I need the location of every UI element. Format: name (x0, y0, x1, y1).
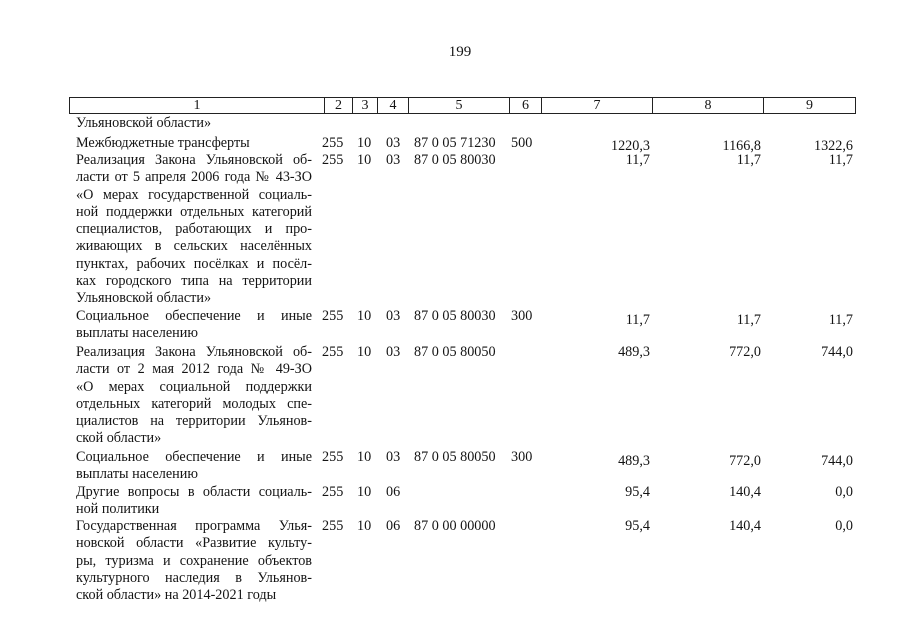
description-line: Реализация Закона Ульяновской об- (76, 344, 312, 360)
cell-c8: 772,0 (729, 344, 761, 360)
header-col-3: 3 (352, 98, 377, 113)
cell-c3: 10 (357, 484, 372, 500)
cell-c7: 95,4 (625, 518, 650, 534)
cell-c4: 03 (386, 344, 401, 360)
cell-c4: 06 (386, 518, 401, 534)
cell-c3: 10 (357, 344, 372, 360)
cell-c3: 10 (357, 152, 372, 168)
description-line: ной политики (76, 501, 160, 518)
description-line: выплаты населению (76, 325, 198, 342)
cell-c4: 06 (386, 484, 401, 500)
description-line: «О мерах социальной поддержки (76, 378, 312, 395)
cell-c2: 255 (322, 308, 344, 324)
description-line: циалистов на территории Ульянов- (76, 413, 312, 430)
row-description (76, 152, 312, 308)
description-line: Ульяновской области» (76, 115, 212, 131)
cell-c2: 255 (322, 449, 344, 465)
cell-c8: 11,7 (736, 312, 761, 328)
cell-c7: 489,3 (618, 344, 650, 360)
row-description (76, 344, 312, 448)
description-line: ной поддержки отдельных категорий (76, 203, 312, 220)
description-line: выплаты населению (76, 466, 198, 483)
cell-c6: 500 (511, 135, 533, 151)
cell-c5: 87 0 05 80050 (414, 344, 496, 360)
header-col-6: 6 (509, 98, 541, 113)
cell-c3: 10 (357, 135, 372, 151)
description-line: Реализация Закона Ульяновской об- (76, 152, 312, 168)
description-line: ласти от 5 апреля 2006 года № 43-ЗО (76, 169, 312, 186)
description-line: Межбюджетные трансферты (76, 135, 250, 151)
cell-c9: 0,0 (835, 518, 853, 534)
description-line: «О мерах государственной социаль- (76, 186, 312, 203)
cell-c7: 1220,3 (610, 138, 650, 154)
header-col-4: 4 (377, 98, 408, 113)
cell-c8: 1166,8 (722, 138, 761, 154)
header-col-7: 7 (541, 98, 652, 113)
cell-c3: 10 (357, 449, 372, 465)
cell-c4: 03 (386, 308, 401, 324)
cell-c9: 0,0 (835, 484, 853, 500)
row-description (76, 115, 312, 132)
page-number: 199 (448, 44, 472, 60)
cell-c3: 10 (357, 308, 372, 324)
cell-c9: 744,0 (821, 344, 853, 360)
cell-c5: 87 0 05 80030 (414, 308, 496, 324)
header-col-2: 2 (324, 98, 352, 113)
cell-c2: 255 (322, 135, 344, 151)
cell-c7: 11,7 (625, 152, 650, 168)
cell-c7: 489,3 (618, 453, 650, 469)
cell-c5: 87 0 05 71230 (414, 135, 496, 151)
cell-c2: 255 (322, 344, 344, 360)
cell-c8: 140,4 (729, 518, 761, 534)
cell-c9: 11,7 (828, 312, 853, 328)
cell-c5: 87 0 00 00000 (414, 518, 496, 534)
cell-c9: 11,7 (828, 152, 853, 168)
row-description (76, 135, 312, 152)
header-col-8: 8 (652, 98, 763, 113)
description-line: отдельных категорий молодых спе- (76, 395, 312, 412)
cell-c2: 255 (322, 484, 344, 500)
cell-c8: 772,0 (729, 453, 761, 469)
description-line: Государственная программа Улья- (76, 518, 312, 534)
description-line: Другие вопросы в области социаль- (76, 484, 312, 500)
description-line: пунктах, рабочих посёлках и посёл- (76, 255, 312, 272)
description-line: Социальное обеспечение и иные (76, 449, 312, 465)
description-line: культурного наследия в Ульянов- (76, 569, 312, 586)
header-col-9: 9 (763, 98, 855, 113)
cell-c7: 11,7 (625, 312, 650, 328)
row-description (76, 518, 312, 604)
cell-c9: 1322,6 (813, 138, 853, 154)
description-line: ры, туризма и сохранение объектов (76, 552, 312, 569)
description-line: ласти от 2 мая 2012 года № 49-ЗО (76, 361, 312, 378)
cell-c5: 87 0 05 80050 (414, 449, 496, 465)
description-line: Ульяновской области» (76, 290, 212, 307)
row-description (76, 484, 312, 519)
cell-c6: 300 (511, 308, 533, 324)
cell-c4: 03 (386, 135, 401, 151)
description-line: Социальное обеспечение и иные (76, 308, 312, 324)
cell-c8: 11,7 (736, 152, 761, 168)
cell-c8: 140,4 (729, 484, 761, 500)
cell-c3: 10 (357, 518, 372, 534)
description-line: специалистов, работающих и про- (76, 221, 312, 238)
description-line: новской области «Развитие культу- (76, 535, 312, 552)
cell-c9: 744,0 (821, 453, 853, 469)
cell-c5: 87 0 05 80030 (414, 152, 496, 168)
row-description (76, 308, 312, 343)
cell-c2: 255 (322, 152, 344, 168)
description-line: ках городского типа на территории (76, 273, 312, 290)
header-col-1: 1 (193, 98, 201, 113)
row-description (76, 449, 312, 484)
description-line: живающих в сельских населённых (76, 238, 312, 255)
header-col-5: 5 (408, 98, 509, 113)
table-header (69, 97, 856, 114)
cell-c4: 03 (386, 152, 401, 168)
cell-c2: 255 (322, 518, 344, 534)
cell-c4: 03 (386, 449, 401, 465)
description-line: ской области» на 2014-2021 годы (76, 587, 277, 604)
description-line: ской области» (76, 430, 162, 447)
cell-c7: 95,4 (625, 484, 650, 500)
cell-c6: 300 (511, 449, 533, 465)
